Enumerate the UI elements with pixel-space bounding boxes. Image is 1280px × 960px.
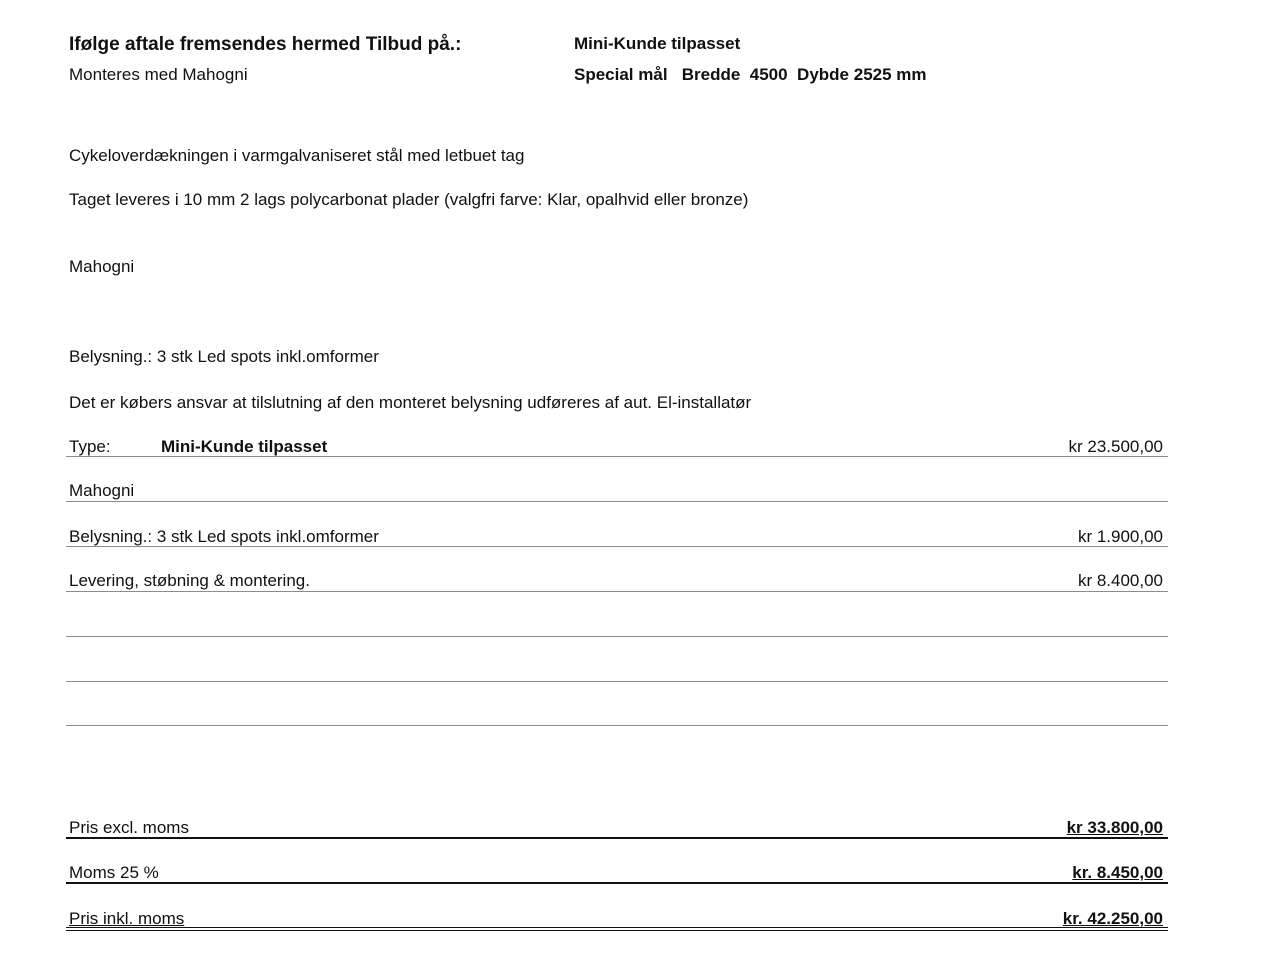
price-excl-vat-label: Pris excl. moms <box>69 818 189 837</box>
description-line-2: Taget leveres i 10 mm 2 lags polycarbonat plader (valgfri farve: Klar, opalhvid eller bronze) <box>69 190 749 209</box>
type-amount: kr 23.500,00 <box>1068 437 1163 456</box>
price-excl-vat-amount: kr 33.800,00 <box>1066 818 1163 837</box>
special-dimensions <box>574 66 927 83</box>
special-label: Special mål <box>574 65 668 84</box>
empty-line-rule <box>66 636 1168 637</box>
totals-rule <box>66 882 1168 884</box>
quote-intro: Ifølge aftale fremsendes hermed Tilbud på.: <box>69 34 462 55</box>
type-label: Type: <box>69 437 111 456</box>
line-delivery: Levering, støbning & montering. <box>69 571 310 590</box>
description-line-1: Cykeloverdækningen i varmgalvaniseret stål med letbuet tag <box>69 146 525 165</box>
line-item-rule <box>66 591 1168 592</box>
totals-rule <box>66 837 1168 839</box>
price-incl-vat-label: Pris inkl. moms <box>69 909 185 928</box>
type-value: Mini-Kunde tilpasset <box>161 437 328 456</box>
header-model-name: Mini-Kunde tilpasset <box>574 34 741 53</box>
description-material: Mahogni <box>69 257 135 276</box>
line-item-rule <box>66 546 1168 547</box>
line-item-rule <box>66 456 1168 457</box>
width-value: 4500 <box>749 65 788 84</box>
description-lighting: Belysning.: 3 stk Led spots inkl.omformer <box>69 347 379 366</box>
description-disclaimer: Det er købers ansvar at tilslutning af den monteret belysning udføreres af aut. El-installatør <box>69 393 752 412</box>
line-lighting: Belysning.: 3 stk Led spots inkl.omformer <box>69 527 379 546</box>
price-incl-vat-amount: kr. 42.250,00 <box>1062 909 1163 928</box>
lighting-amount: kr 1.900,00 <box>1077 527 1163 546</box>
grand-total-double-rule <box>66 927 1168 931</box>
width-label: Bredde <box>681 65 741 84</box>
mount-note: Monteres med Mahogni <box>69 65 248 84</box>
line-material: Mahogni <box>69 481 135 500</box>
delivery-amount: kr 8.400,00 <box>1077 571 1163 590</box>
empty-line-rule <box>66 725 1168 726</box>
depth-value: 2525 mm <box>853 65 927 84</box>
depth-label: Dybde <box>797 65 850 84</box>
vat-amount: kr. 8.450,00 <box>1072 863 1163 882</box>
line-item-rule <box>66 501 1168 502</box>
empty-line-rule <box>66 681 1168 682</box>
vat-label: Moms 25 % <box>69 863 159 882</box>
